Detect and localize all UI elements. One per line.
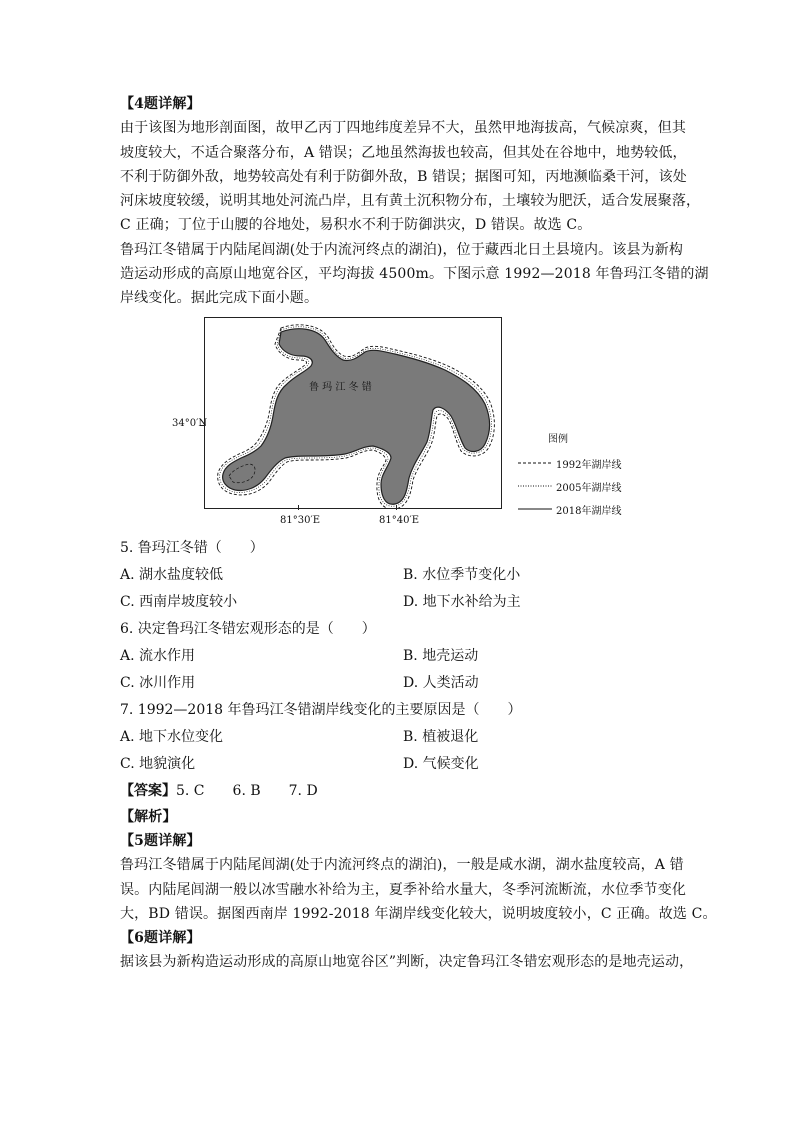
legend-label: 1992年湖岸线 (556, 459, 622, 471)
q5-explanation-line: 鲁玛江冬错属于内陆尾闾湖(处于内流河终点的湖泊)，一般是咸水湖，湖水盐度较高，A 错 (120, 857, 684, 874)
option-a: A. 地下水位变化 (120, 728, 224, 745)
answer-tag: 【答案】 (120, 782, 176, 799)
solid-line-icon (518, 506, 552, 512)
intro-line: 鲁玛江冬错属于内陆尾闾湖(处于内流河终点的湖泊)，位于藏西北日土县境内。该县为新构 (120, 241, 684, 258)
option-d: D. 地下水补给为主 (403, 593, 521, 610)
legend-item-2018 (518, 502, 621, 517)
intro-line: 岸线变化。据此完成下面小题。 (120, 290, 319, 307)
q5-explanation-line: 大，BD 错误。据图西南岸 1992-2018 年湖岸线变化较大，说明坡度较小，C 正确。故选 C。 (120, 905, 717, 922)
answer-item: 7. D (288, 782, 318, 799)
option-b: B. 水位季节变化小 (403, 566, 521, 583)
legend-label: 2018年湖岸线 (556, 505, 622, 517)
q6-explanation-line: 据该县为新构造运动形成的高原山地宽谷区”判断，决定鲁玛江冬错宏观形态的是地壳运动， (120, 954, 694, 971)
option-b: B. 植被退化 (403, 728, 479, 745)
exam-page (120, 92, 717, 975)
answer-line (120, 778, 685, 805)
lake-name-label: 鲁 玛 江 冬 错 (309, 381, 372, 393)
legend-label: 2005年湖岸线 (556, 482, 622, 494)
question-6-options-row (120, 670, 685, 697)
option-d: D. 人类活动 (403, 674, 479, 691)
dotted-line-icon (518, 483, 552, 489)
question-6-stem: 6. 决定鲁玛江冬错宏观形态的是（ ） (120, 620, 376, 637)
longitude-label: 81°40′E (379, 514, 420, 526)
legend-item-1992 (518, 456, 621, 471)
intro-line: 造运动形成的高原山地宽谷区，平均海拔 4500m。下图示意 1992—2018 年鲁玛江冬错的湖 (120, 266, 709, 283)
option-a: A. 流水作用 (120, 647, 196, 664)
question-5-stem: 5. 鲁玛江冬错（ ） (120, 539, 264, 556)
question-7-options-row (120, 724, 685, 751)
question-5-options-row (120, 562, 685, 589)
option-c: C. 西南岸坡度较小 (120, 593, 238, 610)
q4-explanation-line: 坡度较大，不适合聚落分布，A 错误；乙地虽然海拔也较高，但其处在谷地中，地势较低， (120, 144, 687, 161)
legend-title: 图例 (548, 433, 568, 445)
option-a: A. 湖水盐度较低 (120, 566, 224, 583)
answer-item: 5. C (176, 782, 205, 799)
q4-explanation-line: 由于该图为地形剖面图，故甲乙丙丁四地纬度差异不大，虽然甲地海拔高，气候凉爽，但其 (120, 120, 686, 137)
lake-shoreline-map-figure (120, 317, 685, 531)
lake-shape-2018 (223, 328, 490, 504)
dashed-line-icon (518, 460, 552, 466)
longitude-tick (396, 505, 397, 510)
option-c: C. 地貌演化 (120, 755, 196, 772)
longitude-tick (298, 505, 299, 510)
q4-explanation-line: C 正确；丁位于山腰的谷地处，易积水不利于防御洪灾，D 错误。故选 C。 (120, 217, 592, 234)
legend-item-2005 (518, 479, 621, 494)
question-6-options-row (120, 643, 685, 670)
option-b: B. 地壳运动 (403, 647, 479, 664)
answer-item: 6. B (232, 782, 261, 799)
latitude-label: 34°0′N (172, 417, 208, 429)
analysis-tag: 【解析】 (120, 808, 177, 825)
option-c: C. 冰川作用 (120, 674, 196, 691)
q5-explanation-heading: 【5题详解】 (120, 832, 201, 849)
map-frame (204, 317, 502, 509)
q6-explanation-heading: 【6题详解】 (120, 930, 201, 947)
longitude-label: 81°30′E (280, 514, 321, 526)
question-5-options-row (120, 589, 685, 616)
question-7-stem: 7. 1992—2018 年鲁玛江冬错湖岸线变化的主要原因是（ ） (120, 701, 522, 718)
q5-explanation-line: 误。内陆尾闾湖一般以冰雪融水补给为主，夏季补给水量大，冬季河流断流，水位季节变化 (120, 881, 686, 898)
lake-map-svg (205, 318, 502, 509)
q4-explanation-line: 不利于防御外敌，地势较高处有利于防御外敌，B 错误；据图可知，丙地濒临桑干河，该处 (120, 168, 687, 185)
option-d: D. 气候变化 (403, 755, 479, 772)
q4-explanation-line: 河床坡度较缓，说明其地处河流凸岸，且有黄土沉积物分布，土壤较为肥沃，适合发展聚落， (120, 193, 701, 210)
q4-explanation-heading: 【4题详解】 (120, 96, 201, 112)
question-7-options-row (120, 751, 685, 778)
